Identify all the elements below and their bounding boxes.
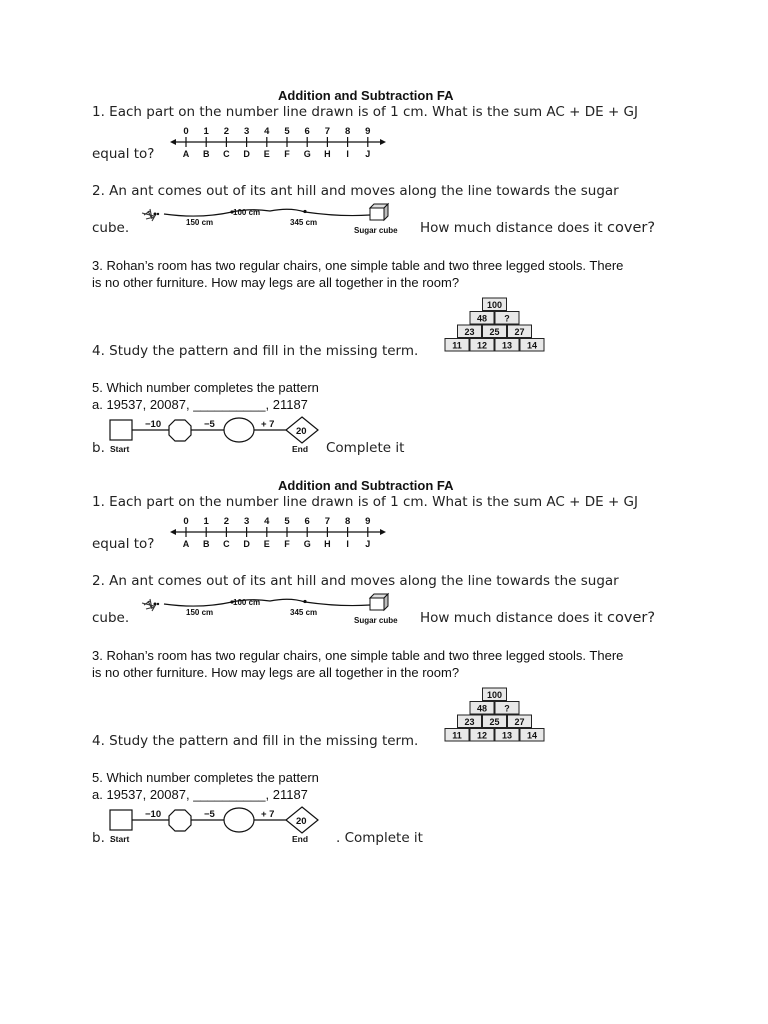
ant-hill-icon bbox=[142, 209, 159, 221]
operation-3-label: + 7 bbox=[261, 809, 275, 820]
pyramid-cell-value: 11 bbox=[452, 340, 462, 351]
number-line-number: 7 bbox=[324, 126, 331, 137]
question-5a-text: a. 19537, 20087, __________, 21187 bbox=[92, 787, 308, 802]
number-line-letter: J bbox=[365, 539, 371, 549]
start-label: Start bbox=[110, 834, 130, 844]
number-line-number: 2 bbox=[223, 126, 230, 137]
number-line-letter: D bbox=[243, 149, 250, 159]
end-label: End bbox=[292, 444, 309, 454]
question-2-tail-end: How much distance does it cover? bbox=[420, 610, 656, 626]
pyramid-cell-value: 12 bbox=[476, 340, 488, 351]
pyramid-cell-value: 27 bbox=[514, 717, 525, 727]
number-line-number: 9 bbox=[365, 516, 371, 527]
ant-path-diagram bbox=[140, 593, 420, 627]
number-line-letter: J bbox=[365, 149, 371, 159]
pyramid-cell-value: 25 bbox=[489, 717, 500, 727]
segment-label-2: 100 cm bbox=[233, 598, 261, 607]
question-1-tail: equal to? bbox=[92, 146, 155, 162]
question-3-line-2: is no other furniture. How may legs are all together in the room? bbox=[92, 275, 460, 290]
pyramid-cell-value: 25 bbox=[489, 327, 500, 337]
question-5-text: 5. Which number completes the pattern bbox=[92, 770, 319, 785]
number-line-letter: A bbox=[182, 149, 190, 159]
pyramid-cell-value: 14 bbox=[526, 340, 538, 351]
pyramid-cell-value: ? bbox=[504, 703, 510, 714]
pyramid-cell-value: 48 bbox=[476, 703, 488, 714]
number-line-number: 7 bbox=[324, 516, 331, 527]
number-line-letter: B bbox=[202, 149, 210, 159]
number-line-number: 6 bbox=[304, 126, 310, 137]
number-pyramid bbox=[443, 297, 547, 355]
question-4-text: 4. Study the pattern and fill in the missing term. bbox=[92, 343, 419, 359]
number-line-letter: E bbox=[263, 149, 270, 159]
number-line-number: 5 bbox=[284, 126, 290, 137]
question-4-text: 4. Study the pattern and fill in the missing term. bbox=[92, 733, 419, 749]
worksheet-title: Addition and Subtraction FA bbox=[278, 88, 454, 103]
number-line-number: 9 bbox=[365, 126, 371, 137]
number-line-letter: H bbox=[324, 149, 331, 159]
question-5a-text: a. 19537, 20087, __________, 21187 bbox=[92, 397, 308, 412]
sugar-cube-label: Sugar cube bbox=[354, 616, 398, 625]
number-line-number: 4 bbox=[264, 516, 270, 527]
segment-label-1: 150 cm bbox=[186, 608, 214, 617]
end-value: 20 bbox=[296, 426, 307, 437]
pyramid-cell-value: 100 bbox=[486, 690, 503, 700]
number-line-number: 8 bbox=[344, 126, 351, 137]
segment-label-2: 100 cm bbox=[233, 208, 261, 217]
ant-hill-icon bbox=[142, 599, 159, 611]
question-5-text: 5. Which number completes the pattern bbox=[92, 380, 319, 395]
question-3-line-1: 3. Rohan’s room has two regular chairs, one simple table and two three legged stools. There bbox=[92, 258, 624, 273]
question-5b-suffix: Complete it bbox=[326, 440, 405, 456]
segment-label-1: 150 cm bbox=[186, 218, 214, 227]
pyramid-cell-value: 14 bbox=[526, 730, 538, 741]
number-line-number: 8 bbox=[344, 516, 351, 527]
operation-3-label: + 7 bbox=[261, 419, 275, 430]
pyramid-cell-value: ? bbox=[504, 313, 510, 324]
number-line-number: 6 bbox=[304, 516, 310, 527]
question-5b-prefix: b. . bbox=[92, 830, 114, 846]
flow-diagram bbox=[108, 804, 324, 848]
pyramid-cell-value: 11 bbox=[452, 730, 462, 741]
sugar-cube-icon bbox=[370, 204, 388, 220]
question-3-line-2: is no other furniture. How may legs are all together in the room? bbox=[92, 665, 460, 680]
question-2-tail-start: cube. bbox=[92, 220, 130, 236]
number-line-letter: G bbox=[303, 539, 311, 549]
number-line-letter: A bbox=[182, 539, 190, 549]
number-line-number: 3 bbox=[243, 516, 250, 527]
pyramid-cell-value: 13 bbox=[501, 340, 513, 351]
pyramid-cell-value: 100 bbox=[486, 300, 503, 310]
question-5b-prefix: b. bbox=[92, 440, 105, 456]
question-5b-suffix: . Complete it bbox=[336, 830, 423, 846]
start-label: Start bbox=[110, 444, 130, 454]
ant-path-diagram bbox=[140, 203, 420, 237]
octagon-box bbox=[169, 810, 191, 831]
operation-2-label: −5 bbox=[204, 809, 215, 820]
number-line-diagram bbox=[170, 124, 390, 160]
sugar-cube-label: Sugar cube bbox=[354, 226, 398, 235]
end-label: End bbox=[292, 834, 309, 844]
number-line-number: 1 bbox=[203, 516, 209, 527]
operation-2-label: −5 bbox=[204, 419, 215, 430]
question-2-text: 2. An ant comes out of its ant hill and moves along the line towards the sugar bbox=[92, 183, 619, 199]
number-line-number: 0 bbox=[183, 126, 189, 137]
number-line-letter: F bbox=[284, 539, 290, 549]
pyramid-cell-value: 13 bbox=[501, 730, 513, 741]
pyramid-cell-value: 48 bbox=[476, 313, 488, 324]
worksheet-block bbox=[0, 390, 768, 846]
start-square bbox=[110, 810, 132, 830]
number-line-letter: F bbox=[284, 149, 290, 159]
worksheet-title: Addition and Subtraction FA bbox=[278, 478, 454, 493]
question-3-line-1: 3. Rohan’s room has two regular chairs, one simple table and two three legged stools. There bbox=[92, 648, 624, 663]
number-line-number: 1 bbox=[203, 126, 209, 137]
number-line-letter: C bbox=[223, 539, 230, 549]
number-line-letter: C bbox=[223, 149, 230, 159]
number-line-letter: H bbox=[324, 539, 331, 549]
number-line-number: 4 bbox=[264, 126, 270, 137]
operation-1-label: −10 bbox=[145, 809, 162, 820]
pyramid-cell-value: 27 bbox=[514, 327, 525, 337]
number-line-letter: B bbox=[202, 539, 210, 549]
circle-box bbox=[224, 808, 254, 832]
pyramid-cell-value: 12 bbox=[476, 730, 488, 741]
segment-label-3: 345 cm bbox=[290, 608, 318, 617]
number-line-number: 5 bbox=[284, 516, 290, 527]
question-1-tail: equal to? bbox=[92, 536, 155, 552]
number-line-letter: I bbox=[346, 149, 349, 159]
number-line-letter: G bbox=[303, 149, 311, 159]
pyramid-cell-value: 23 bbox=[464, 717, 475, 727]
end-value: 20 bbox=[296, 816, 307, 827]
operation-1-label: −10 bbox=[145, 419, 162, 430]
question-2-tail-start: cube. bbox=[92, 610, 130, 626]
question-2-text: 2. An ant comes out of its ant hill and moves along the line towards the sugar bbox=[92, 573, 619, 589]
question-1-text: 1. Each part on the number line drawn is of 1 cm. What is the sum AC + DE + GJ bbox=[92, 494, 638, 510]
question-1-text: 1. Each part on the number line drawn is of 1 cm. What is the sum AC + DE + GJ bbox=[92, 104, 638, 120]
number-line-diagram bbox=[170, 514, 390, 550]
number-line-number: 0 bbox=[183, 516, 189, 527]
number-line-letter: I bbox=[346, 539, 349, 549]
worksheet-block bbox=[0, 0, 768, 456]
number-pyramid bbox=[443, 687, 547, 745]
number-line-letter: D bbox=[243, 539, 250, 549]
question-2-tail-end: How much distance does it cover? bbox=[420, 220, 656, 236]
pyramid-cell-value: 23 bbox=[464, 327, 475, 337]
number-line-letter: E bbox=[263, 539, 270, 549]
number-line-number: 2 bbox=[223, 516, 230, 527]
segment-label-3: 345 cm bbox=[290, 218, 318, 227]
number-line-number: 3 bbox=[243, 126, 250, 137]
sugar-cube-icon bbox=[370, 594, 388, 610]
